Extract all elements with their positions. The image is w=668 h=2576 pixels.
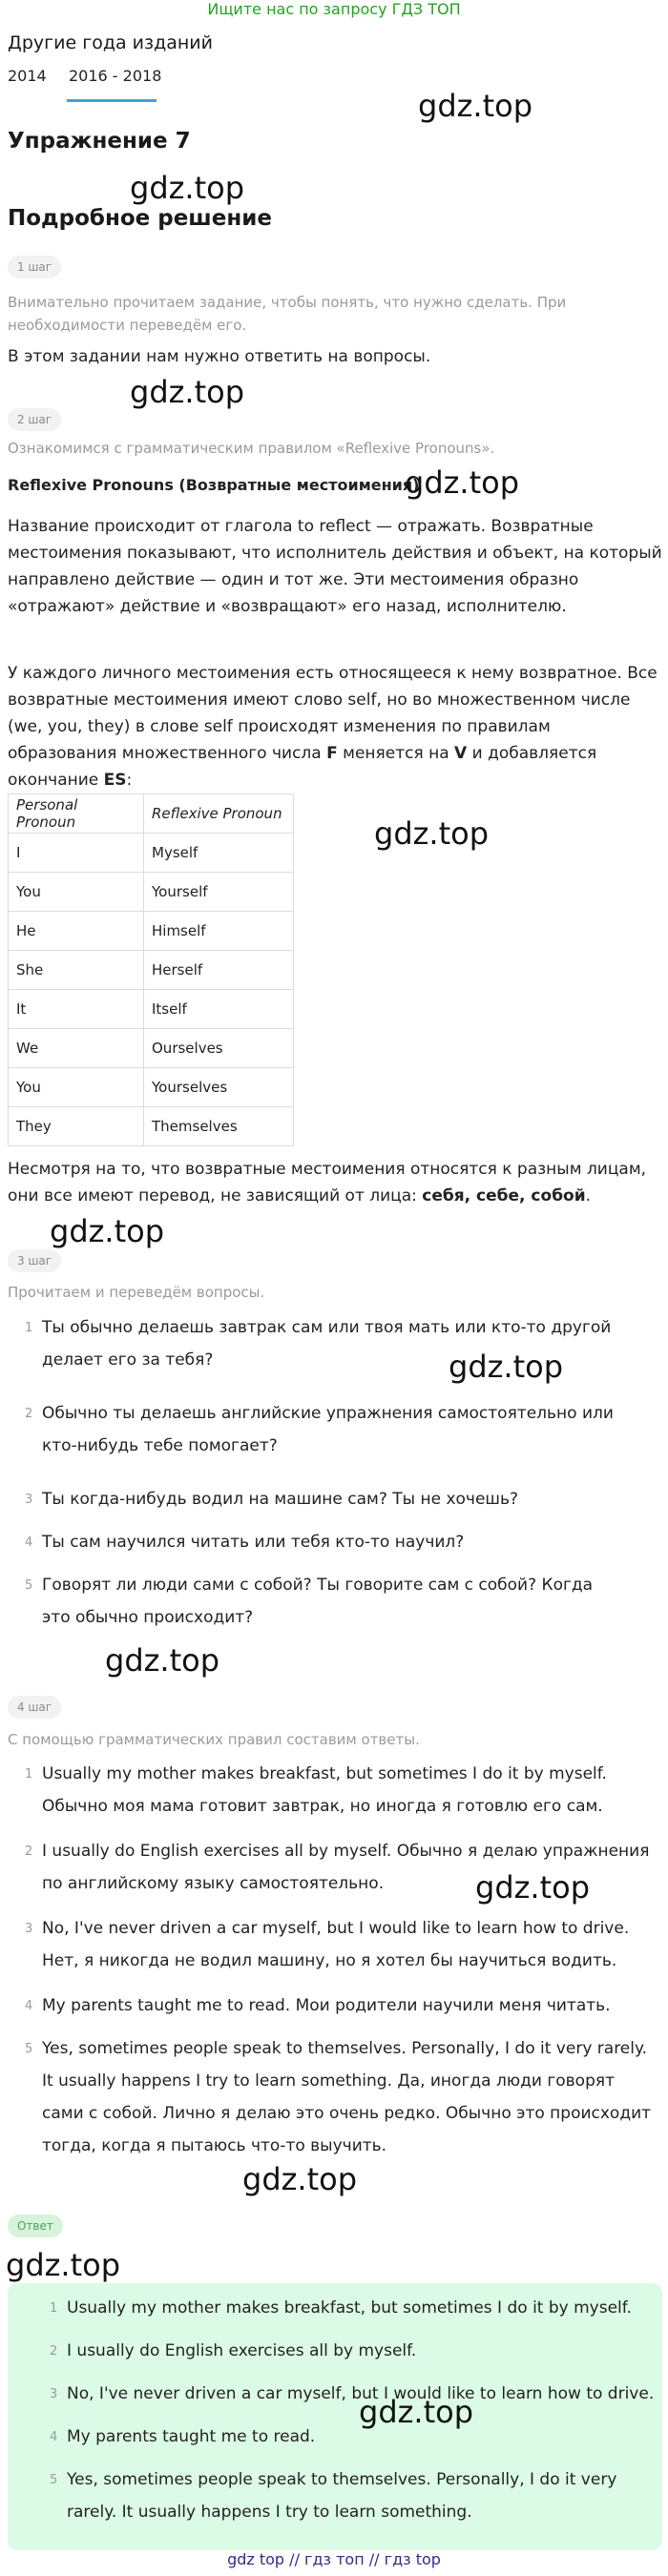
watermark: gdz.top [130, 374, 245, 410]
step-4-hint: С помощью грамматических правил составим ответы. [8, 1731, 420, 1748]
table-cell: We [9, 1029, 144, 1068]
footer-link-gdz-top-mixed[interactable]: гдз top [384, 2550, 441, 2568]
answer-item: Yes, sometimes people speak to themselves. Personally, I do it very rarely. It usually happens I try to learn something. [67, 2470, 617, 2522]
list-item: Говорят ли люди сами с собой? Ты говорите сам с собой? Когда это обычно происходит? [42, 1576, 594, 1627]
table-cell: Himself [144, 912, 294, 951]
table-cell: Herself [144, 951, 294, 990]
list-number: 1 [25, 1767, 33, 1782]
watermark: gdz.top [105, 1642, 220, 1679]
table-row [9, 873, 294, 912]
table-cell: Ourselves [144, 1029, 294, 1068]
table-header: Personal Pronoun [9, 794, 144, 834]
tab-2016-2018[interactable]: 2016 - 2018 [69, 67, 162, 85]
step-1-hint: Внимательно прочитаем задание, чтобы понять, что нужно сделать. При необходимости переведём его. [8, 294, 567, 334]
step-2-hint: Ознакомимся с грамматическим правилом «Reflexive Pronouns». [8, 440, 495, 457]
year-tabs [8, 67, 237, 105]
list-number: 5 [50, 2473, 58, 2487]
list-number: 5 [25, 2042, 33, 2056]
answer-item: My parents taught me to read. [67, 2427, 316, 2446]
list-item: No, I've never driven a car myself, but I would like to learn how to drive. Нет, я никогда не водил машину, но я хотел бы научиться водить. [42, 1919, 630, 1970]
watermark: gdz.top [359, 2394, 474, 2430]
other-years-title: Другие года изданий [8, 32, 213, 53]
table-cell: Itself [144, 990, 294, 1029]
table-cell: You [9, 1068, 144, 1107]
table-row [9, 1029, 294, 1068]
list-number: 3 [50, 2387, 58, 2401]
watermark: gdz.top [418, 88, 533, 124]
tab-2014[interactable]: 2014 [8, 67, 47, 85]
footer-links [0, 2550, 668, 2568]
list-number: 3 [25, 1922, 33, 1936]
pronoun-table [8, 793, 294, 1146]
step-badge-1: 1 шаг [8, 256, 61, 278]
answer-badge: Ответ [8, 2215, 63, 2237]
watermark: gdz.top [50, 1213, 165, 1249]
rule-paragraph-1: Название происходит от глагола to reflect — отражать. Возвратные местоимения показывают, что исполнитель действия и объект, на который направлено действие — один и тот же. Эти местоимения образно «отражают» действие и «возвращают» его назад, исполнителю. [8, 517, 662, 616]
exercise-title: Упражнение 7 [8, 129, 191, 154]
table-header-row [9, 794, 294, 834]
table-header: Reflexive Pronoun [144, 794, 294, 834]
watermark: gdz.top [242, 2161, 358, 2197]
rule-paragraph-3: Несмотря на то, что возвратные местоимения относятся к разным лицам, они все имеют перевод, не зависящий от лица: себя, себе, собой. [8, 1160, 647, 1206]
table-cell: Themselves [144, 1107, 294, 1146]
table-cell: I [9, 834, 144, 873]
watermark: gdz.top [130, 170, 245, 206]
list-item: I usually do English exercises all by myself. Обычно я делаю упражнения по английскому языку самостоятельно. [42, 1842, 650, 1893]
list-number: 4 [50, 2430, 58, 2444]
answer-item: I usually do English exercises all by myself. [67, 2341, 417, 2360]
table-row [9, 912, 294, 951]
list-number: 1 [25, 1321, 33, 1335]
list-number: 4 [25, 1999, 33, 2013]
table-cell: It [9, 990, 144, 1029]
table-cell: Yourselves [144, 1068, 294, 1107]
watermark: gdz.top [449, 1349, 564, 1385]
table-row [9, 1068, 294, 1107]
list-number: 4 [25, 1535, 33, 1550]
watermark: gdz.top [405, 464, 520, 501]
step-badge-4: 4 шаг [8, 1696, 61, 1719]
list-number: 2 [25, 1844, 33, 1859]
list-item: Ты когда-нибудь водил на машине сам? Ты не хочешь? [42, 1490, 519, 1509]
footer-separator: // [368, 2550, 380, 2568]
footer-link-gdz-top-ru[interactable]: гдз топ [304, 2550, 365, 2568]
list-item: Yes, sometimes people speak to themselves. Personally, I do it very rarely. It usually happens I try to learn something. Да, иногда люди говорят сами с собой. Лично я делаю это очень редко. Обычно это происходит тогда, когда я пытаюсь что-то выучить. [42, 2039, 652, 2155]
table-cell: She [9, 951, 144, 990]
table-cell: They [9, 1107, 144, 1146]
table-row [9, 834, 294, 873]
footer-link-gdz-top[interactable]: gdz top [227, 2550, 285, 2568]
active-tab-indicator [67, 99, 157, 102]
list-item: Usually my mother makes breakfast, but sometimes I do it by myself. Обычно моя мама готовит завтрак, но иногда я готовлю его сам. [42, 1764, 607, 1816]
footer-separator: // [289, 2550, 300, 2568]
table-row [9, 1107, 294, 1146]
list-item: My parents taught me to read. Мои родители научили меня читать. [42, 1996, 611, 2015]
list-number: 2 [50, 2344, 58, 2359]
table-cell: Myself [144, 834, 294, 873]
list-number: 2 [25, 1407, 33, 1421]
answer-item: Usually my mother makes breakfast, but sometimes I do it by myself. [67, 2298, 632, 2318]
step-3-hint: Прочитаем и переведём вопросы. [8, 1284, 265, 1301]
step-badge-2: 2 шаг [8, 408, 61, 431]
watermark: gdz.top [374, 815, 490, 852]
table-row [9, 990, 294, 1029]
watermark: gdz.top [6, 2247, 121, 2283]
table-row [9, 951, 294, 990]
step-badge-3: 3 шаг [8, 1249, 61, 1272]
list-number: 5 [25, 1578, 33, 1593]
list-number: 3 [25, 1493, 33, 1507]
watermark: gdz.top [475, 1869, 591, 1906]
rule-paragraph-2: У каждого личного местоимения есть относящееся к нему возвратное. Все возвратные местоимения имеют слово self, но во множественном числе (we, you, they) в слове self происходят изменения по правилам образования множественного числа F меняется на V и добавляется окончание ES: [8, 664, 658, 790]
list-number: 1 [50, 2301, 58, 2316]
list-item: Ты обычно делаешь завтрак сам или твоя мать или кто-то другой делает его за тебя? [42, 1318, 612, 1370]
answer-item: No, I've never driven a car myself, but I would like to learn how to drive. [67, 2384, 655, 2403]
table-cell: You [9, 873, 144, 912]
list-item: Обычно ты делаешь английские упражнения самостоятельно или кто-нибудь тебе помогает? [42, 1404, 614, 1455]
step-1-text: В этом задании нам нужно ответить на вопросы. [8, 347, 431, 366]
search-hint-link[interactable]: Ищите нас по запросу ГДЗ ТОП [207, 0, 461, 18]
rule-heading: Reflexive Pronouns (Возвратные местоимения) [8, 476, 420, 494]
table-cell: Yourself [144, 873, 294, 912]
table-cell: He [9, 912, 144, 951]
list-item: Ты сам научился читать или тебя кто-то научил? [42, 1533, 465, 1552]
solution-title: Подробное решение [8, 206, 272, 231]
